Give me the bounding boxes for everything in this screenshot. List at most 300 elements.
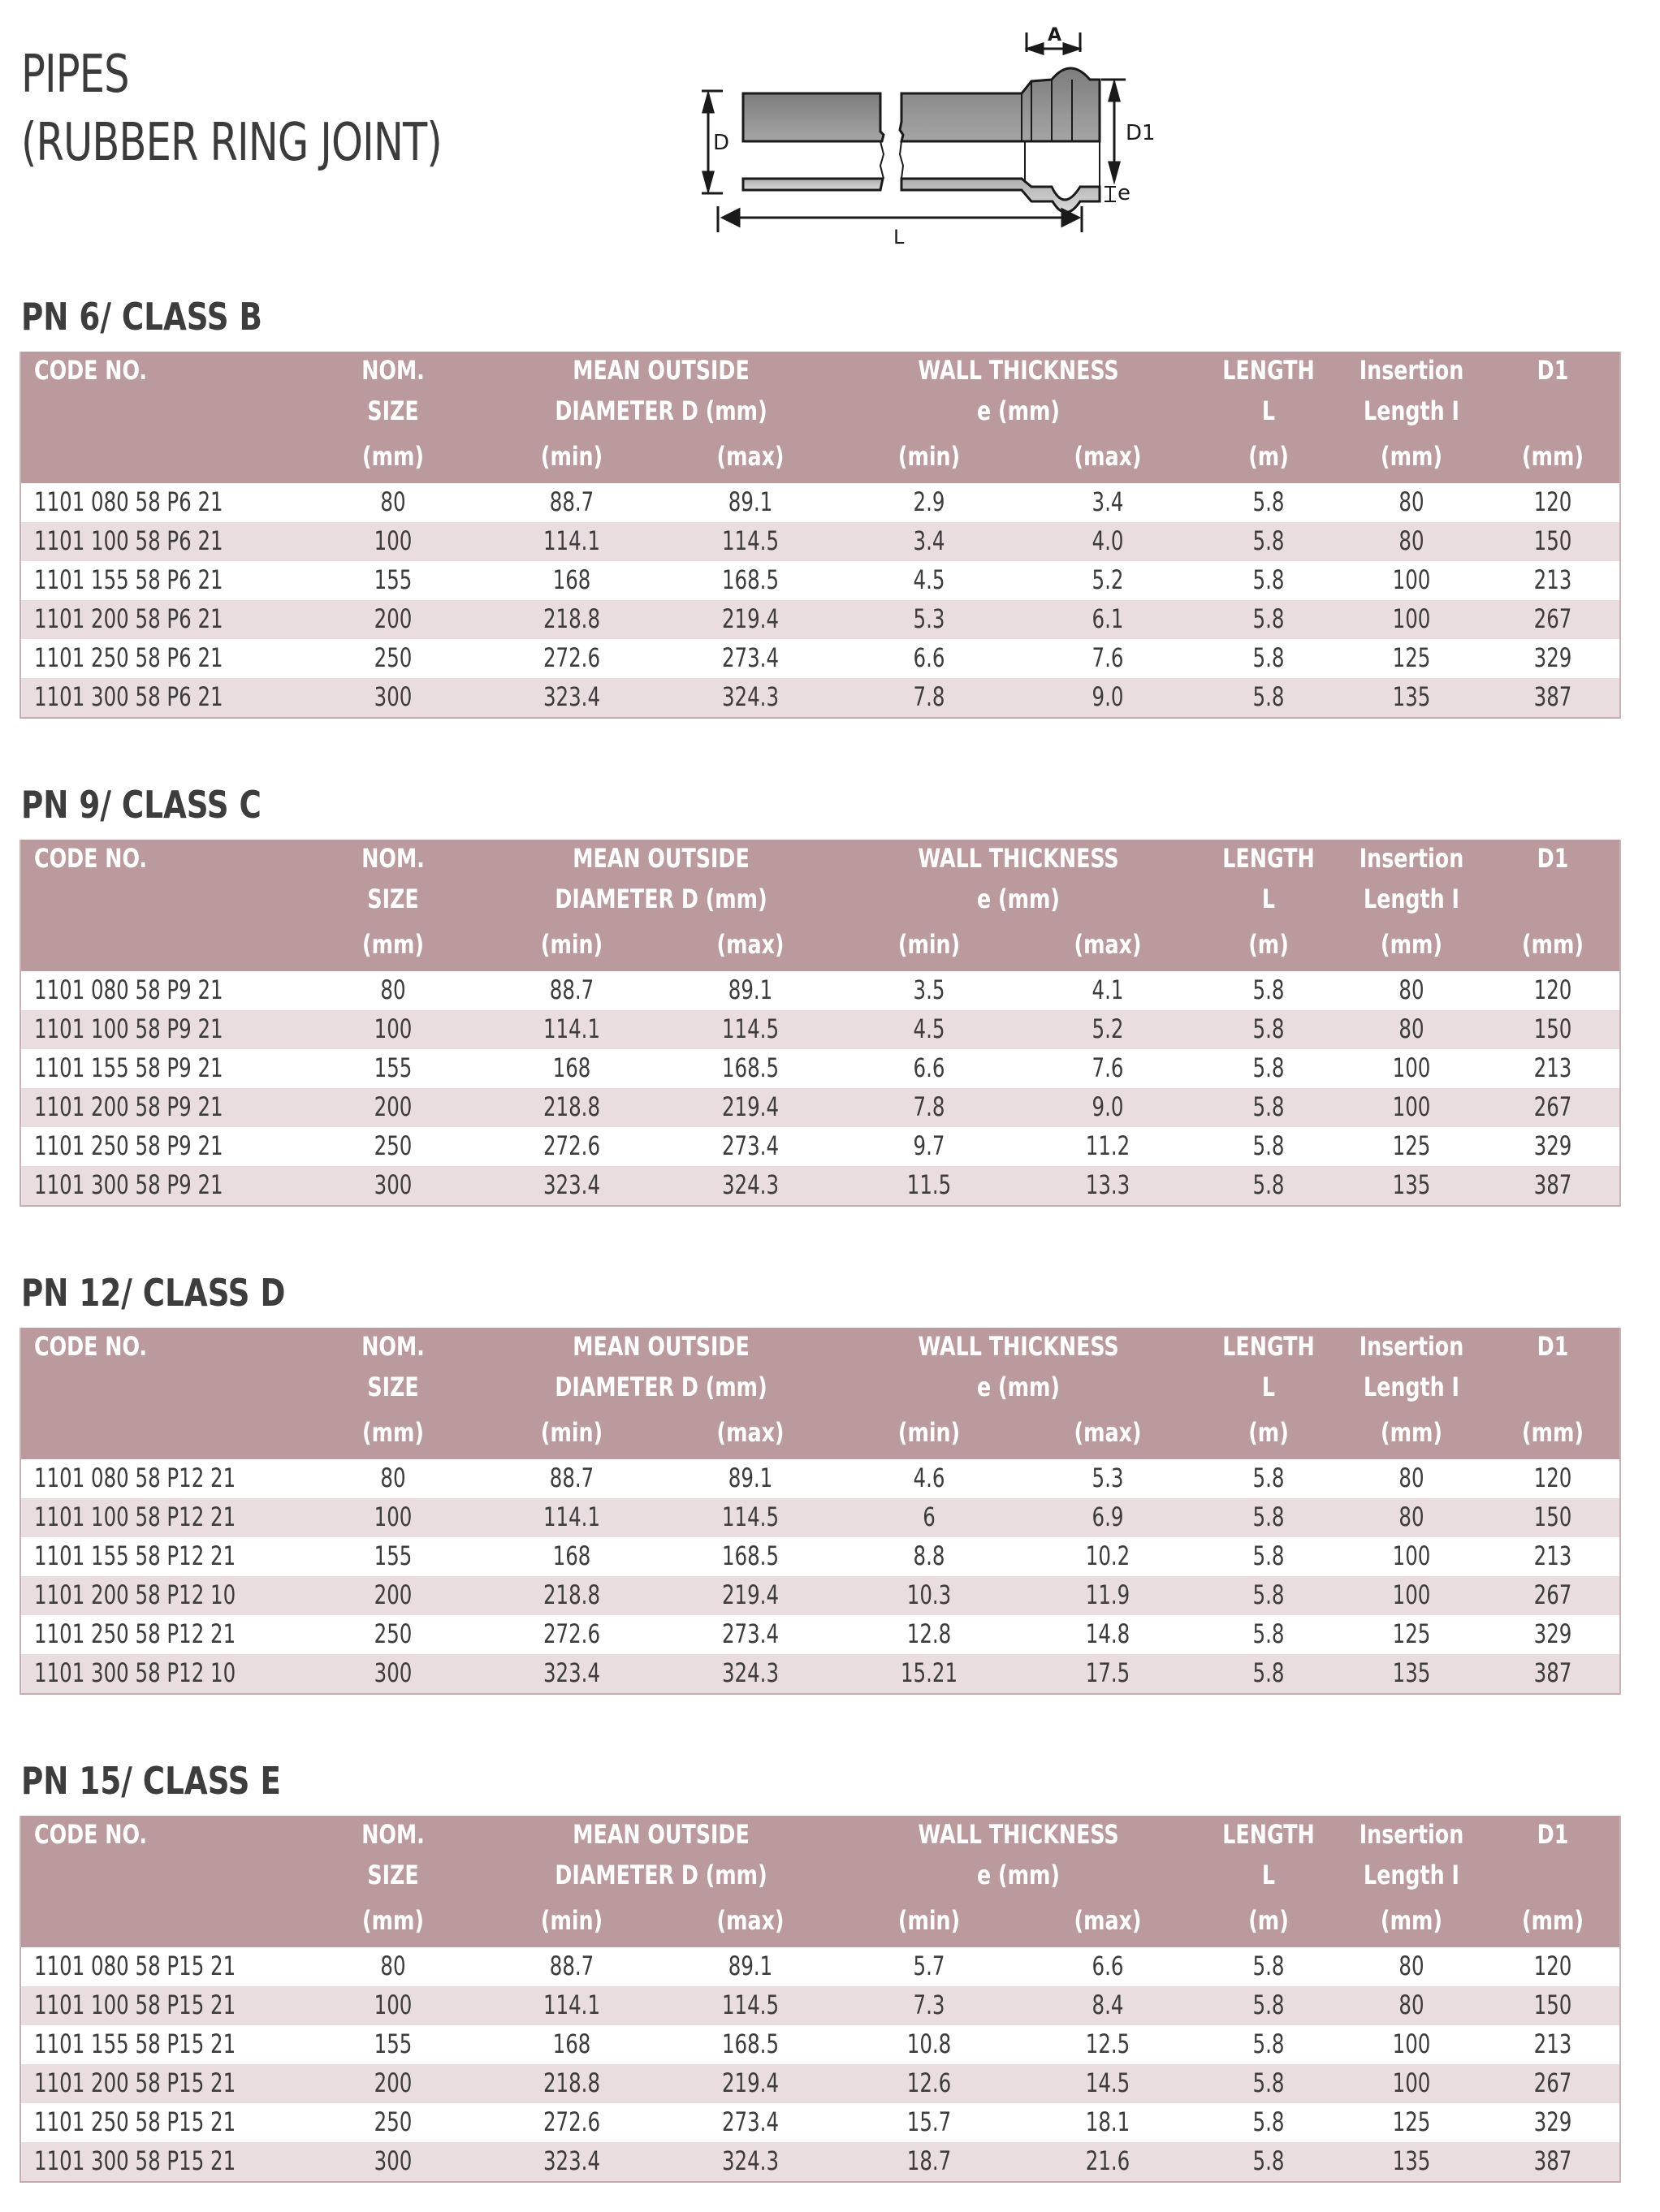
cell-od-min: 114.1 <box>543 1013 601 1044</box>
dimension-e-marker <box>1105 187 1116 201</box>
cell-insertion-length: 125 <box>1392 642 1431 673</box>
cell-wt-min: 7.3 <box>913 1990 945 2020</box>
cell-insertion-length: 80 <box>1398 1462 1424 1493</box>
header-d1-3: (mm) <box>1522 929 1584 960</box>
cell-od-min: 323.4 <box>543 2145 601 2176</box>
header-mod-min: (min) <box>540 1417 603 1448</box>
cell-wt-max: 13.3 <box>1085 1169 1130 1200</box>
header-d1-3: (mm) <box>1522 441 1584 472</box>
page-title-line2: (RUBBER RING JOINT) <box>21 113 442 173</box>
table-row <box>21 1654 1619 1693</box>
header-wt-max: (max) <box>1074 441 1142 472</box>
cell-od-min: 323.4 <box>543 1657 601 1688</box>
table-row <box>21 639 1619 678</box>
cell-nom-size: 80 <box>380 486 406 517</box>
cell-length: 5.8 <box>1252 1052 1285 1083</box>
header-mod-2: DIAMETER D (mm) <box>555 884 767 914</box>
cell-wt-min: 3.5 <box>913 974 945 1005</box>
cell-wt-max: 10.2 <box>1085 1540 1130 1571</box>
cell-wt-min: 7.8 <box>913 681 945 712</box>
cell-d1: 267 <box>1533 1091 1572 1122</box>
table-header <box>21 1328 1619 1459</box>
cell-code: 1101 080 58 P9 21 <box>34 974 223 1005</box>
cell-nom-size: 100 <box>374 1501 413 1532</box>
cell-length: 5.8 <box>1252 1618 1285 1649</box>
cell-od-max: 168.5 <box>721 2028 780 2059</box>
cell-wt-max: 7.6 <box>1092 642 1124 673</box>
header-wt-2: e (mm) <box>977 884 1060 914</box>
section-title: PN 6/ CLASS B <box>21 295 262 339</box>
cell-nom-size: 80 <box>380 1462 406 1493</box>
cell-d1: 120 <box>1533 1462 1572 1493</box>
header-nom-2: SIZE <box>367 1372 419 1402</box>
cell-od-max: 219.4 <box>721 2067 780 2098</box>
table-row <box>21 522 1619 561</box>
header-mod-max: (max) <box>716 929 785 960</box>
cell-d1: 267 <box>1533 1579 1572 1610</box>
cell-d1: 213 <box>1533 1540 1572 1571</box>
header-code: CODE NO. <box>34 1819 148 1850</box>
cell-code: 1101 300 58 P9 21 <box>34 1169 223 1200</box>
cell-code: 1101 100 58 P15 21 <box>34 1990 236 2020</box>
header-len-1: LENGTH <box>1222 355 1315 386</box>
cell-od-max: 114.5 <box>721 1501 780 1532</box>
cell-nom-size: 300 <box>374 1657 413 1688</box>
cell-od-min: 218.8 <box>543 1091 601 1122</box>
cell-od-min: 88.7 <box>549 974 594 1005</box>
table-row <box>21 2103 1619 2142</box>
cell-length: 5.8 <box>1252 974 1285 1005</box>
header-mod-1: MEAN OUTSIDE <box>573 1331 750 1362</box>
table-row <box>21 1947 1619 1986</box>
table-row <box>21 2064 1619 2103</box>
cell-length: 5.8 <box>1252 1540 1285 1571</box>
cell-d1: 213 <box>1533 2028 1572 2059</box>
header-ins-2: Length I <box>1364 1860 1459 1890</box>
header-wt-2: e (mm) <box>977 1372 1060 1402</box>
cell-code: 1101 080 58 P12 21 <box>34 1462 236 1493</box>
cell-nom-size: 250 <box>374 1130 413 1161</box>
header-nom-2: SIZE <box>367 884 419 914</box>
table-row <box>21 1088 1619 1127</box>
table-body <box>21 971 1619 1205</box>
cell-od-min: 168 <box>552 1052 591 1083</box>
cell-nom-size: 300 <box>374 2145 413 2176</box>
cell-wt-min: 7.8 <box>913 1091 945 1122</box>
header-mod-min: (min) <box>540 929 603 960</box>
header-code: CODE NO. <box>34 1331 148 1362</box>
cell-od-min: 218.8 <box>543 2067 601 2098</box>
cell-code: 1101 250 58 P6 21 <box>34 642 223 673</box>
header-d1-3: (mm) <box>1522 1417 1584 1448</box>
header-wt-max: (max) <box>1074 1905 1142 1936</box>
header-d1-1: D1 <box>1537 1819 1569 1850</box>
cell-od-max: 89.1 <box>728 1462 773 1493</box>
cell-wt-max: 6.1 <box>1092 603 1124 634</box>
cell-d1: 329 <box>1533 1130 1572 1161</box>
cell-od-max: 89.1 <box>728 1951 773 1981</box>
cell-nom-size: 250 <box>374 2106 413 2137</box>
table-header <box>21 352 1619 483</box>
section-title: PN 9/ CLASS C <box>21 783 262 827</box>
header-nom-1: NOM. <box>361 1819 425 1850</box>
header-nom-1: NOM. <box>361 355 425 386</box>
cell-wt-min: 18.7 <box>906 2145 952 2176</box>
cell-length: 5.8 <box>1252 642 1285 673</box>
cell-od-max: 168.5 <box>721 564 780 595</box>
cell-od-max: 324.3 <box>721 2145 780 2176</box>
cell-wt-min: 4.5 <box>913 1013 945 1044</box>
cell-wt-max: 6.9 <box>1092 1501 1124 1532</box>
cell-code: 1101 300 58 P6 21 <box>34 681 223 712</box>
cell-d1: 329 <box>1533 1618 1572 1649</box>
cell-od-min: 272.6 <box>543 2106 601 2137</box>
cell-od-max: 324.3 <box>721 1169 780 1200</box>
cell-wt-min: 12.6 <box>906 2067 952 2098</box>
spec-table <box>19 1816 1621 2183</box>
cell-d1: 267 <box>1533 2067 1572 2098</box>
cell-insertion-length: 135 <box>1392 1657 1431 1688</box>
cell-length: 5.8 <box>1252 1501 1285 1532</box>
cell-nom-size: 300 <box>374 1169 413 1200</box>
cell-insertion-length: 80 <box>1398 486 1424 517</box>
header-mod-min: (min) <box>540 441 603 472</box>
cell-od-min: 88.7 <box>549 486 594 517</box>
cell-od-max: 273.4 <box>721 1130 780 1161</box>
table-body <box>21 1459 1619 1693</box>
cell-wt-min: 8.8 <box>913 1540 945 1571</box>
cell-nom-size: 200 <box>374 603 413 634</box>
cell-d1: 267 <box>1533 603 1572 634</box>
cell-od-min: 168 <box>552 2028 591 2059</box>
header-code: CODE NO. <box>34 355 148 386</box>
table-row <box>21 483 1619 522</box>
cell-wt-min: 5.3 <box>913 603 945 634</box>
header-len-3: (m) <box>1248 929 1289 960</box>
header-ins-1: Insertion <box>1359 843 1464 874</box>
cell-nom-size: 250 <box>374 1618 413 1649</box>
cell-code: 1101 200 58 P12 10 <box>34 1579 236 1610</box>
cell-insertion-length: 80 <box>1398 1990 1424 2020</box>
cell-wt-max: 14.8 <box>1085 1618 1130 1649</box>
cell-wt-max: 11.2 <box>1085 1130 1130 1161</box>
cell-insertion-length: 100 <box>1392 1091 1431 1122</box>
header-len-2: L <box>1261 1860 1276 1890</box>
spec-table <box>19 1328 1621 1695</box>
header-len-1: LENGTH <box>1222 1819 1315 1850</box>
cell-code: 1101 080 58 P15 21 <box>34 1951 236 1981</box>
cell-od-min: 218.8 <box>543 603 601 634</box>
table-row <box>21 561 1619 600</box>
header-wt-min: (min) <box>897 1905 961 1936</box>
cell-wt-max: 5.2 <box>1092 564 1124 595</box>
cell-code: 1101 155 58 P12 21 <box>34 1540 236 1571</box>
header-nom-2: SIZE <box>367 395 419 426</box>
cell-od-max: 89.1 <box>728 974 773 1005</box>
header-d1-1: D1 <box>1537 1331 1569 1362</box>
cell-nom-size: 155 <box>374 2028 413 2059</box>
cell-wt-max: 4.0 <box>1092 525 1124 556</box>
cell-code: 1101 100 58 P12 21 <box>34 1501 236 1532</box>
header-len-1: LENGTH <box>1222 843 1315 874</box>
cell-od-max: 219.4 <box>721 1091 780 1122</box>
header-d1-3: (mm) <box>1522 1905 1584 1936</box>
cell-wt-min: 9.7 <box>913 1130 945 1161</box>
cell-d1: 213 <box>1533 564 1572 595</box>
cell-wt-max: 12.5 <box>1085 2028 1130 2059</box>
header-d1-1: D1 <box>1537 355 1569 386</box>
cell-od-min: 114.1 <box>543 525 601 556</box>
cell-od-min: 218.8 <box>543 1579 601 1610</box>
cell-insertion-length: 80 <box>1398 1501 1424 1532</box>
cell-insertion-length: 100 <box>1392 603 1431 634</box>
header-nom-1: NOM. <box>361 843 425 874</box>
cell-od-max: 219.4 <box>721 1579 780 1610</box>
cell-code: 1101 200 58 P6 21 <box>34 603 223 634</box>
header-wt-min: (min) <box>897 929 961 960</box>
header-wt-2: e (mm) <box>977 1860 1060 1890</box>
cell-length: 5.8 <box>1252 1990 1285 2020</box>
table-row <box>21 1127 1619 1166</box>
cell-nom-size: 100 <box>374 1990 413 2020</box>
header-mod-2: DIAMETER D (mm) <box>555 1372 767 1402</box>
header-mod-1: MEAN OUTSIDE <box>573 355 750 386</box>
cell-insertion-length: 135 <box>1392 2145 1431 2176</box>
cell-od-max: 89.1 <box>728 486 773 517</box>
cell-od-min: 168 <box>552 1540 591 1571</box>
cell-length: 5.8 <box>1252 2067 1285 2098</box>
spec-table <box>19 352 1621 719</box>
pipe-body-right <box>900 68 1100 213</box>
header-len-3: (m) <box>1248 441 1289 472</box>
cell-insertion-length: 125 <box>1392 1618 1431 1649</box>
table-row <box>21 1049 1619 1088</box>
cell-wt-max: 21.6 <box>1085 2145 1130 2176</box>
header-len-1: LENGTH <box>1222 1331 1315 1362</box>
header-mod-min: (min) <box>540 1905 603 1936</box>
cell-od-min: 272.6 <box>543 642 601 673</box>
cell-insertion-length: 80 <box>1398 1951 1424 1981</box>
header-wt-min: (min) <box>897 1417 961 1448</box>
table-row <box>21 971 1619 1010</box>
cell-wt-max: 6.6 <box>1092 1951 1124 1981</box>
cell-wt-min: 11.5 <box>906 1169 952 1200</box>
cell-d1: 387 <box>1533 681 1572 712</box>
section-title: PN 15/ CLASS E <box>21 1759 281 1803</box>
cell-length: 5.8 <box>1252 525 1285 556</box>
cell-length: 5.8 <box>1252 603 1285 634</box>
cell-od-min: 114.1 <box>543 1990 601 2020</box>
cell-nom-size: 200 <box>374 2067 413 2098</box>
header-len-2: L <box>1261 884 1276 914</box>
cell-length: 5.8 <box>1252 681 1285 712</box>
cell-code: 1101 155 58 P6 21 <box>34 564 223 595</box>
cell-wt-max: 14.5 <box>1085 2067 1130 2098</box>
section-title: PN 12/ CLASS D <box>21 1271 286 1315</box>
cell-insertion-length: 100 <box>1392 1579 1431 1610</box>
table-row <box>21 2025 1619 2064</box>
cell-od-max: 273.4 <box>721 642 780 673</box>
cell-code: 1101 300 58 P12 10 <box>34 1657 236 1688</box>
cell-od-max: 273.4 <box>721 2106 780 2137</box>
table-body <box>21 483 1619 717</box>
table-row <box>21 1615 1619 1654</box>
cell-wt-max: 11.9 <box>1085 1579 1130 1610</box>
header-nom-3: (mm) <box>362 441 424 472</box>
table-row <box>21 1459 1619 1498</box>
cell-d1: 387 <box>1533 1169 1572 1200</box>
header-wt-1: WALL THICKNESS <box>918 1819 1119 1850</box>
cell-insertion-length: 125 <box>1392 1130 1431 1161</box>
cell-insertion-length: 135 <box>1392 1169 1431 1200</box>
page-title-line1: PIPES <box>21 45 129 105</box>
cell-length: 5.8 <box>1252 2028 1285 2059</box>
header-ins-1: Insertion <box>1359 1331 1464 1362</box>
cell-wt-min: 6.6 <box>913 642 945 673</box>
cell-nom-size: 200 <box>374 1579 413 1610</box>
cell-wt-max: 17.5 <box>1085 1657 1130 1688</box>
cell-d1: 150 <box>1533 1990 1572 2020</box>
cell-length: 5.8 <box>1252 1013 1285 1044</box>
cell-code: 1101 100 58 P6 21 <box>34 525 223 556</box>
cell-insertion-length: 125 <box>1392 2106 1431 2137</box>
cell-code: 1101 200 58 P9 21 <box>34 1091 223 1122</box>
table-row <box>21 1986 1619 2025</box>
cell-wt-min: 5.7 <box>913 1951 945 1981</box>
cell-nom-size: 155 <box>374 1052 413 1083</box>
cell-nom-size: 300 <box>374 681 413 712</box>
pipe-dimension-diagram <box>690 0 1660 260</box>
cell-insertion-length: 100 <box>1392 2067 1431 2098</box>
cell-wt-max: 5.2 <box>1092 1013 1124 1044</box>
header-nom-1: NOM. <box>361 1331 425 1362</box>
cell-wt-min: 4.6 <box>913 1462 945 1493</box>
cell-wt-min: 12.8 <box>906 1618 952 1649</box>
cell-wt-max: 9.0 <box>1092 681 1124 712</box>
cell-od-min: 272.6 <box>543 1618 601 1649</box>
header-ins-3: (mm) <box>1381 1905 1442 1936</box>
cell-d1: 120 <box>1533 1951 1572 1981</box>
cell-wt-min: 15.21 <box>900 1657 958 1688</box>
label-d: D <box>713 131 730 155</box>
cell-wt-min: 10.8 <box>906 2028 952 2059</box>
table-row <box>21 1498 1619 1537</box>
cell-length: 5.8 <box>1252 1657 1285 1688</box>
table-header <box>21 1816 1619 1947</box>
cell-wt-max: 3.4 <box>1092 486 1124 517</box>
cell-od-min: 323.4 <box>543 1169 601 1200</box>
cell-wt-max: 4.1 <box>1092 974 1124 1005</box>
cell-code: 1101 155 58 P15 21 <box>34 2028 236 2059</box>
cell-insertion-length: 100 <box>1392 564 1431 595</box>
cell-od-min: 272.6 <box>543 1130 601 1161</box>
header-wt-min: (min) <box>897 441 961 472</box>
cell-nom-size: 155 <box>374 564 413 595</box>
header-nom-3: (mm) <box>362 929 424 960</box>
label-e: e <box>1117 181 1130 205</box>
cell-code: 1101 200 58 P15 21 <box>34 2067 236 2098</box>
header-len-3: (m) <box>1248 1417 1289 1448</box>
pipe-body-left <box>743 93 884 190</box>
cell-od-min: 323.4 <box>543 681 601 712</box>
table-row <box>21 1166 1619 1205</box>
cell-code: 1101 080 58 P6 21 <box>34 486 223 517</box>
cell-insertion-length: 100 <box>1392 1540 1431 1571</box>
cell-nom-size: 80 <box>380 974 406 1005</box>
header-nom-3: (mm) <box>362 1905 424 1936</box>
cell-d1: 213 <box>1533 1052 1572 1083</box>
cell-nom-size: 100 <box>374 525 413 556</box>
cell-length: 5.8 <box>1252 1130 1285 1161</box>
cell-length: 5.8 <box>1252 486 1285 517</box>
cell-length: 5.8 <box>1252 2106 1285 2137</box>
cell-od-max: 114.5 <box>721 1990 780 2020</box>
header-d1-1: D1 <box>1537 843 1569 874</box>
header-mod-1: MEAN OUTSIDE <box>573 843 750 874</box>
label-a: A <box>1048 25 1062 45</box>
cell-d1: 150 <box>1533 1501 1572 1532</box>
cell-wt-min: 4.5 <box>913 564 945 595</box>
header-ins-1: Insertion <box>1359 1819 1464 1850</box>
header-len-2: L <box>1261 1372 1276 1402</box>
header-nom-2: SIZE <box>367 1860 419 1890</box>
cell-wt-min: 6 <box>923 1501 936 1532</box>
cell-code: 1101 250 58 P12 21 <box>34 1618 236 1649</box>
table-row <box>21 1537 1619 1576</box>
spec-table <box>19 840 1621 1207</box>
dimension-d1-arrow <box>1101 80 1126 180</box>
header-mod-max: (max) <box>716 1905 785 1936</box>
cell-nom-size: 100 <box>374 1013 413 1044</box>
cell-insertion-length: 80 <box>1398 1013 1424 1044</box>
cell-d1: 150 <box>1533 1013 1572 1044</box>
cell-d1: 329 <box>1533 642 1572 673</box>
cell-od-max: 168.5 <box>721 1540 780 1571</box>
page-title <box>21 41 442 177</box>
cell-od-min: 88.7 <box>549 1462 594 1493</box>
header-ins-3: (mm) <box>1381 1417 1442 1448</box>
cell-insertion-length: 100 <box>1392 2028 1431 2059</box>
cell-code: 1101 300 58 P15 21 <box>34 2145 236 2176</box>
header-len-2: L <box>1261 395 1276 426</box>
cell-d1: 120 <box>1533 974 1572 1005</box>
header-wt-1: WALL THICKNESS <box>918 355 1119 386</box>
header-mod-2: DIAMETER D (mm) <box>555 395 767 426</box>
header-mod-2: DIAMETER D (mm) <box>555 1860 767 1890</box>
header-ins-3: (mm) <box>1381 929 1442 960</box>
cell-code: 1101 155 58 P9 21 <box>34 1052 223 1083</box>
header-ins-2: Length I <box>1364 884 1459 914</box>
cell-wt-min: 2.9 <box>913 486 945 517</box>
cell-length: 5.8 <box>1252 1091 1285 1122</box>
table-row <box>21 1576 1619 1615</box>
cell-od-max: 114.5 <box>721 525 780 556</box>
cell-od-max: 273.4 <box>721 1618 780 1649</box>
header-nom-3: (mm) <box>362 1417 424 1448</box>
header-wt-2: e (mm) <box>977 395 1060 426</box>
cell-od-max: 114.5 <box>721 1013 780 1044</box>
cell-od-min: 114.1 <box>543 1501 601 1532</box>
cell-wt-min: 3.4 <box>913 525 945 556</box>
cell-d1: 387 <box>1533 2145 1572 2176</box>
cell-wt-max: 7.6 <box>1092 1052 1124 1083</box>
cell-insertion-length: 80 <box>1398 525 1424 556</box>
cell-wt-max: 5.3 <box>1092 1462 1124 1493</box>
header-wt-1: WALL THICKNESS <box>918 843 1119 874</box>
label-d1: D1 <box>1126 121 1156 145</box>
cell-nom-size: 80 <box>380 1951 406 1981</box>
cell-d1: 150 <box>1533 525 1572 556</box>
